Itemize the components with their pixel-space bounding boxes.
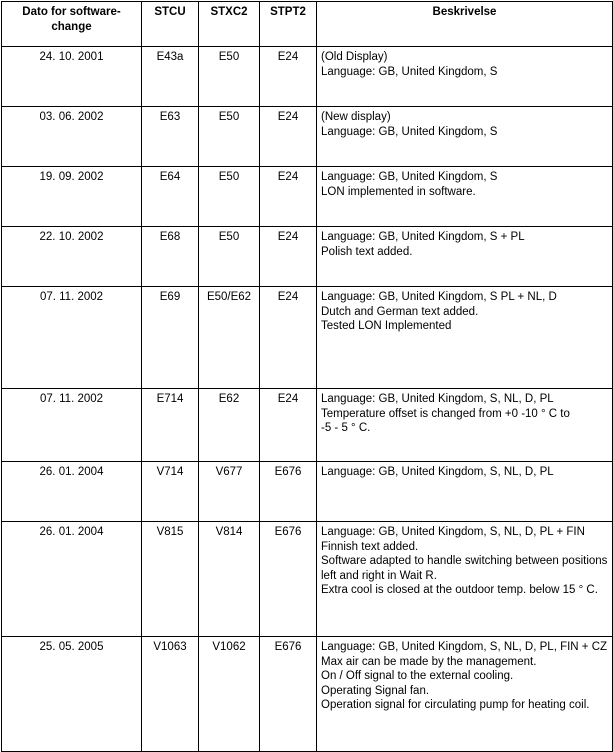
description-line: Language: GB, United Kingdom, S [321, 171, 498, 183]
description-line: Software adapted to handle switching between positions left and right in Wait R. [321, 555, 608, 582]
description-line: Finnish text added. [321, 540, 419, 553]
header-stxc2: STXC2 [199, 2, 260, 47]
description-line: Language: GB, United Kingdom, S + PL [321, 231, 525, 243]
cell-stxc2: V814 [199, 522, 260, 637]
description-line: Language: GB, United Kingdom, S, NL, D, PL [321, 393, 554, 405]
cell-stxc2: E62 [199, 389, 260, 462]
cell-stxc2: V1062 [199, 637, 260, 752]
cell-date: 24. 10. 2001 [2, 47, 142, 107]
description-line: Max air can be made by the management. [321, 655, 537, 668]
cell-stxc2: V677 [199, 462, 260, 522]
cell-stcu: E64 [142, 167, 199, 227]
cell-description [317, 462, 613, 522]
table-row [2, 637, 613, 752]
table-row [2, 287, 613, 389]
cell-stcu: E43a [142, 47, 199, 107]
cell-stpt2: E24 [260, 227, 317, 287]
cell-stcu: E63 [142, 107, 199, 167]
cell-description [317, 227, 613, 287]
cell-description [317, 287, 613, 389]
description-line: Operating Signal fan. [321, 684, 430, 697]
cell-stxc2: E50 [199, 107, 260, 167]
description-line: On / Off signal to the external cooling. [321, 670, 514, 683]
description-line: Language: GB, United Kingdom, S, NL, D, PL + FIN [321, 526, 585, 538]
cell-stcu: E69 [142, 287, 199, 389]
cell-date: 07. 11. 2002 [2, 389, 142, 462]
table-row [2, 167, 613, 227]
cell-date: 22. 10. 2002 [2, 227, 142, 287]
header-description: Beskrivelse [317, 2, 613, 47]
cell-description [317, 389, 613, 462]
table-row [2, 107, 613, 167]
header-stpt2: STPT2 [260, 2, 317, 47]
table-row [2, 389, 613, 462]
cell-description [317, 167, 613, 227]
cell-stcu: V714 [142, 462, 199, 522]
description-line: Dutch and German text added. [321, 305, 479, 318]
cell-stpt2: E24 [260, 47, 317, 107]
cell-description [317, 107, 613, 167]
header-row [2, 2, 613, 47]
cell-date: 25. 05. 2005 [2, 637, 142, 752]
cell-date: 19. 09. 2002 [2, 167, 142, 227]
cell-stxc2: E50 [199, 47, 260, 107]
cell-stpt2: E24 [260, 107, 317, 167]
description-line: Language: GB, United Kingdom, S, NL, D, PL [321, 466, 554, 478]
description-line: Language: GB, United Kingdom, S PL + NL, D [321, 291, 557, 303]
description-line: Operation signal for circulating pump for heating coil. [321, 699, 590, 712]
description-line: (Old Display) [321, 51, 388, 63]
description-line: Polish text added. [321, 245, 413, 258]
cell-stpt2: E676 [260, 522, 317, 637]
cell-description [317, 47, 613, 107]
cell-stpt2: E24 [260, 167, 317, 227]
description-line: -5 - 5 ° C. [321, 422, 371, 435]
table-row [2, 462, 613, 522]
cell-stcu: V1063 [142, 637, 199, 752]
cell-date: 26. 01. 2004 [2, 522, 142, 637]
description-line: Tested LON Implemented [321, 320, 452, 333]
table-row [2, 227, 613, 287]
software-change-table [1, 1, 613, 752]
header-stcu: STCU [142, 2, 199, 47]
cell-stxc2: E50/E62 [199, 287, 260, 389]
description-line: LON implemented in software. [321, 185, 476, 198]
description-line: Language: GB, United Kingdom, S [321, 125, 498, 138]
cell-stpt2: E24 [260, 287, 317, 389]
cell-stcu: E714 [142, 389, 199, 462]
description-line: Language: GB, United Kingdom, S [321, 65, 498, 78]
cell-stxc2: E50 [199, 167, 260, 227]
description-line: Extra cool is closed at the outdoor temp. below 15 ° C. [321, 584, 598, 597]
cell-stcu: E68 [142, 227, 199, 287]
cell-description [317, 637, 613, 752]
header-date: Dato for software-change [2, 2, 142, 47]
cell-stpt2: E676 [260, 462, 317, 522]
cell-stpt2: E676 [260, 637, 317, 752]
cell-stpt2: E24 [260, 389, 317, 462]
description-line: Language: GB, United Kingdom, S, NL, D, PL, FIN + CZ [321, 641, 608, 653]
cell-description [317, 522, 613, 637]
cell-date: 07. 11. 2002 [2, 287, 142, 389]
description-line: Temperature offset is changed from +0 -10 ° C to [321, 407, 570, 420]
table-row [2, 522, 613, 637]
cell-date: 03. 06. 2002 [2, 107, 142, 167]
description-line: (New display) [321, 111, 391, 123]
table-row [2, 47, 613, 107]
cell-stxc2: E50 [199, 227, 260, 287]
cell-date: 26. 01. 2004 [2, 462, 142, 522]
cell-stcu: V815 [142, 522, 199, 637]
